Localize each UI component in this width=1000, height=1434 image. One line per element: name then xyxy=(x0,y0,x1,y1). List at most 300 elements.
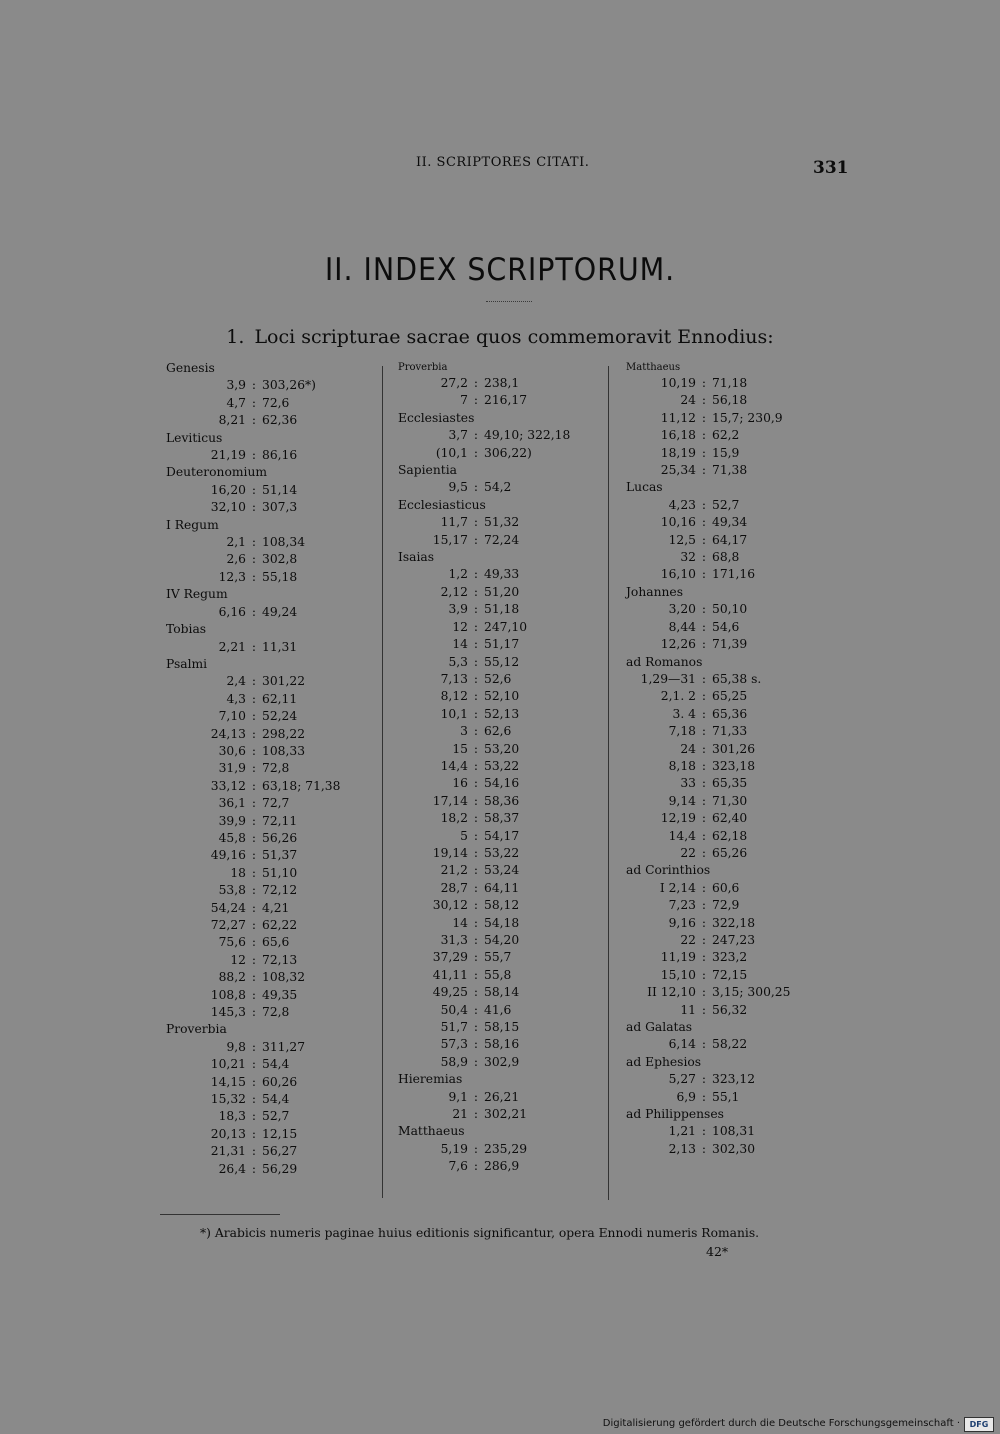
separator: : xyxy=(251,796,257,811)
scripture-reference: 14 xyxy=(452,637,468,652)
separator: : xyxy=(251,848,257,863)
separator: : xyxy=(701,706,707,721)
separator: : xyxy=(473,1054,479,1069)
index-entry xyxy=(160,1074,375,1091)
page-line-reference: 65,38 s. xyxy=(712,671,762,686)
scripture-reference: 2,1. 2 xyxy=(660,689,696,704)
page-line-reference: 62,2 xyxy=(712,428,740,443)
index-entry xyxy=(616,741,836,758)
index-entry xyxy=(616,549,836,566)
index-entry xyxy=(616,1002,836,1019)
page-line-reference: 52,10 xyxy=(484,689,520,704)
index-entry xyxy=(388,967,603,984)
section-title: Loci scripturae sacrae quos commemoravit Ennodius: xyxy=(254,326,774,348)
book-heading: Tobias xyxy=(166,622,207,637)
page-line-reference: 41,6 xyxy=(484,1002,512,1017)
page-line-reference: 51,10 xyxy=(262,865,298,880)
page-line-reference: 11,31 xyxy=(262,639,298,654)
page-line-reference: 58,36 xyxy=(484,793,520,808)
separator: : xyxy=(473,915,479,930)
book-heading: Sapientia xyxy=(398,463,457,478)
column-divider xyxy=(382,366,383,1198)
page-line-reference: 54,6 xyxy=(712,619,740,634)
scripture-reference: 32 xyxy=(680,550,696,565)
scripture-reference: 2,6 xyxy=(226,552,246,567)
index-entry xyxy=(616,636,836,653)
page-line-reference: 216,17 xyxy=(484,393,528,408)
index-entry xyxy=(160,447,375,464)
page-line-reference: 53,22 xyxy=(484,758,520,773)
page-line-reference: 53,22 xyxy=(484,845,520,860)
page-line-reference: 60,26 xyxy=(262,1074,298,1089)
separator: : xyxy=(251,1092,257,1107)
separator: : xyxy=(251,1005,257,1020)
index-entry xyxy=(388,1036,603,1053)
page-line-reference: 108,34 xyxy=(262,535,306,550)
separator: : xyxy=(701,550,707,565)
page-line-reference: 108,31 xyxy=(712,1124,756,1139)
scripture-reference: 12,26 xyxy=(660,637,696,652)
index-entry xyxy=(388,880,603,897)
page-line-reference: 52,24 xyxy=(262,709,298,724)
index-entry xyxy=(616,845,836,862)
page-line-reference: 51,32 xyxy=(484,515,520,530)
separator: : xyxy=(473,811,479,826)
dfg-logo: DFG xyxy=(964,1417,994,1432)
separator: : xyxy=(701,376,707,390)
page-line-reference: 323,2 xyxy=(712,950,748,965)
index-entry xyxy=(616,810,836,827)
index-entry xyxy=(388,775,603,792)
separator: : xyxy=(473,776,479,791)
page-line-reference: 71,39 xyxy=(712,637,748,652)
separator: : xyxy=(701,915,707,930)
index-entry xyxy=(160,395,375,412)
page-line-reference: 71,38 xyxy=(712,463,748,478)
separator: : xyxy=(251,970,257,985)
book-heading: Proverbia xyxy=(166,1022,227,1037)
index-entry xyxy=(160,604,375,621)
section-heading xyxy=(0,326,1000,348)
separator: : xyxy=(473,845,479,860)
index-entry xyxy=(616,410,836,427)
scripture-reference: 10,1 xyxy=(440,706,468,721)
separator: : xyxy=(251,709,257,724)
index-entry xyxy=(616,897,836,914)
page-line-reference: 301,26 xyxy=(712,741,756,756)
page-line-reference: 12,15 xyxy=(262,1126,298,1141)
index-entry xyxy=(160,743,375,760)
separator: : xyxy=(473,567,479,582)
index-entry xyxy=(388,636,603,653)
digitization-credit: Digitalisierung gefördert durch die Deutsche Forschungsgemeinschaft · xyxy=(602,1418,960,1429)
index-entry xyxy=(160,934,375,951)
index-entry xyxy=(388,654,603,671)
page-line-reference: 55,1 xyxy=(712,1089,740,1104)
scripture-reference: 16,20 xyxy=(210,482,246,497)
scripture-reference: 10,19 xyxy=(660,376,696,390)
page-line-reference: 55,18 xyxy=(262,569,298,584)
page-line-reference: 52,7 xyxy=(262,1109,290,1124)
scripture-reference: 21,31 xyxy=(210,1144,246,1159)
scripture-reference: 7,18 xyxy=(668,724,696,739)
index-entry xyxy=(388,619,603,636)
separator: : xyxy=(473,445,479,460)
page-line-reference: 54,4 xyxy=(262,1057,290,1072)
scripture-reference: 16 xyxy=(452,776,468,791)
index-entry xyxy=(388,723,603,740)
separator: : xyxy=(701,1124,707,1139)
index-entry xyxy=(388,897,603,914)
page-line-reference: 3,15; 300,25 xyxy=(712,985,791,1000)
separator: : xyxy=(473,637,479,652)
separator: : xyxy=(251,935,257,950)
scripture-reference: I 2,14 xyxy=(659,880,696,895)
index-entry xyxy=(388,932,603,949)
index-entry xyxy=(160,482,375,499)
index-entry xyxy=(388,1054,603,1071)
section-number: 1. xyxy=(226,326,245,348)
separator: : xyxy=(251,743,257,758)
page-line-reference: 302,30 xyxy=(712,1141,756,1156)
scripture-reference: 108,8 xyxy=(210,987,246,1002)
index-entry xyxy=(616,392,836,409)
scripture-reference: 58,9 xyxy=(440,1054,468,1069)
separator: : xyxy=(473,532,479,547)
book-heading: Matthaeus xyxy=(626,362,681,373)
scripture-reference: 37,29 xyxy=(432,950,468,965)
scripture-reference: 1,2 xyxy=(448,567,468,582)
index-entry xyxy=(616,758,836,775)
separator: : xyxy=(701,724,707,739)
scripture-reference: 6,16 xyxy=(218,604,246,619)
page-line-reference: 298,22 xyxy=(262,726,306,741)
separator: : xyxy=(473,671,479,686)
page-line-reference: 247,23 xyxy=(712,933,756,947)
page-line-reference: 49,34 xyxy=(712,515,748,530)
separator: : xyxy=(701,845,707,860)
index-entry xyxy=(160,969,375,986)
page-line-reference: 55,12 xyxy=(484,654,520,669)
page-line-reference: 302,9 xyxy=(484,1054,520,1069)
page-title: II. INDEX SCRIPTORUM. xyxy=(324,252,676,288)
page-line-reference: 55,8 xyxy=(484,967,512,982)
scripture-reference: 22 xyxy=(680,845,696,860)
scripture-reference: 30,6 xyxy=(218,743,246,758)
index-entry xyxy=(616,828,836,845)
page-line-reference: 302,8 xyxy=(262,552,298,567)
separator: : xyxy=(251,691,257,706)
separator: : xyxy=(701,950,707,965)
index-entry xyxy=(388,445,603,462)
scripture-reference: 22 xyxy=(680,933,696,947)
footnote: *) Arabicis numeris paginae huius editionis significantur, opera Ennodi numeris Romanis. xyxy=(200,1226,760,1240)
index-entry xyxy=(616,915,836,932)
separator: : xyxy=(701,741,707,756)
separator: : xyxy=(473,654,479,669)
separator: : xyxy=(251,1039,257,1054)
scripture-reference: 30,12 xyxy=(432,898,468,913)
scripture-reference: 14,15 xyxy=(210,1074,246,1089)
scripture-reference: 31,3 xyxy=(440,933,468,947)
page-line-reference: 49,35 xyxy=(262,987,298,1002)
book-heading: Genesis xyxy=(166,361,215,375)
index-entry xyxy=(160,1161,375,1178)
scripture-reference: 9,16 xyxy=(668,915,696,930)
index-entry xyxy=(388,828,603,845)
separator: : xyxy=(701,985,707,1000)
index-entry xyxy=(616,514,836,531)
separator: : xyxy=(701,410,707,425)
separator: : xyxy=(473,985,479,1000)
page-line-reference: 4,21 xyxy=(262,900,290,915)
index-entry xyxy=(616,688,836,705)
scripture-reference: 41,11 xyxy=(432,967,468,982)
scripture-reference: 5,3 xyxy=(448,654,468,669)
scripture-reference: 24 xyxy=(680,741,696,756)
separator: : xyxy=(251,500,257,515)
page-line-reference: 56,18 xyxy=(712,393,748,408)
separator: : xyxy=(473,1002,479,1017)
index-entry xyxy=(388,793,603,810)
separator: : xyxy=(473,619,479,634)
page-line-reference: 62,40 xyxy=(712,811,748,826)
page-line-reference: 286,9 xyxy=(484,1159,520,1174)
page-line-reference: 65,6 xyxy=(262,935,290,950)
separator: : xyxy=(701,689,707,704)
scripture-reference: 3. 4 xyxy=(672,706,696,721)
index-entry xyxy=(388,810,603,827)
page-line-reference: 322,18 xyxy=(712,915,756,930)
page-line-reference: 247,10 xyxy=(484,619,528,634)
separator: : xyxy=(473,689,479,704)
page-line-reference: 72,9 xyxy=(712,898,740,913)
book-heading: Lucas xyxy=(626,480,663,495)
page-line-reference: 51,18 xyxy=(484,602,520,617)
page-line-reference: 56,32 xyxy=(712,1002,748,1017)
page-line-reference: 65,36 xyxy=(712,706,748,721)
separator: : xyxy=(473,515,479,530)
separator: : xyxy=(473,1020,479,1035)
scripture-reference: 11,7 xyxy=(440,515,468,530)
scripture-reference: 1,21 xyxy=(668,1124,696,1139)
separator: : xyxy=(473,724,479,739)
separator: : xyxy=(701,811,707,826)
separator: : xyxy=(251,552,257,567)
scripture-reference: 12 xyxy=(230,952,246,967)
scripture-reference: 8,18 xyxy=(668,758,696,773)
scripture-reference: 10,21 xyxy=(210,1057,246,1072)
scripture-reference: 72,27 xyxy=(210,918,246,932)
scripture-reference: 49,16 xyxy=(210,848,246,863)
separator: : xyxy=(473,706,479,721)
separator: : xyxy=(251,761,257,776)
book-heading: Matthaeus xyxy=(398,1124,465,1139)
running-head: II. SCRIPTORES CITATI. xyxy=(416,155,590,170)
separator: : xyxy=(251,395,257,410)
page-line-reference: 71,18 xyxy=(712,376,748,390)
index-entry xyxy=(160,865,375,882)
scripture-reference: 3,20 xyxy=(668,602,696,617)
separator: : xyxy=(701,758,707,773)
book-heading: ad Philippenses xyxy=(626,1107,724,1122)
index-entry xyxy=(160,551,375,568)
separator: : xyxy=(251,604,257,619)
scripture-reference: 3 xyxy=(460,724,468,739)
separator: : xyxy=(473,863,479,878)
scripture-reference: 9,5 xyxy=(448,480,468,495)
scripture-reference: 18,19 xyxy=(660,445,696,460)
separator: : xyxy=(473,480,479,495)
book-heading: ad Corinthios xyxy=(626,863,711,878)
scripture-reference: 8,21 xyxy=(218,413,246,428)
index-column-2 xyxy=(388,360,603,1176)
page-line-reference: 235,29 xyxy=(484,1141,528,1156)
index-entry xyxy=(160,499,375,516)
index-entry xyxy=(616,1141,836,1158)
separator: : xyxy=(473,584,479,599)
scripture-reference: 15,32 xyxy=(210,1092,246,1107)
page-line-reference: 54,16 xyxy=(484,776,520,791)
index-entry xyxy=(616,1036,836,1053)
separator: : xyxy=(701,515,707,530)
separator: : xyxy=(473,741,479,756)
separator: : xyxy=(473,1141,479,1156)
scripture-reference: 16,10 xyxy=(660,567,696,582)
separator: : xyxy=(701,1089,707,1104)
separator: : xyxy=(251,674,257,689)
scripture-reference: 12,19 xyxy=(660,811,696,826)
index-entry xyxy=(616,671,836,688)
scripture-reference: 21 xyxy=(452,1107,468,1122)
page-line-reference: 86,16 xyxy=(262,448,298,463)
separator: : xyxy=(701,933,707,947)
separator: : xyxy=(251,883,257,898)
scripture-reference: 7,13 xyxy=(440,671,468,686)
scripture-reference: 8,44 xyxy=(668,619,696,634)
separator: : xyxy=(701,619,707,634)
separator: : xyxy=(473,1107,479,1122)
index-entry xyxy=(388,584,603,601)
page-line-reference: 15,7; 230,9 xyxy=(712,410,783,425)
page-line-reference: 108,33 xyxy=(262,743,306,758)
scripture-reference: 21,19 xyxy=(210,448,246,463)
page-line-reference: 54,4 xyxy=(262,1092,290,1107)
book-heading: Johannes xyxy=(626,584,684,599)
scripture-reference: 2,1 xyxy=(226,535,246,550)
page-line-reference: 72,11 xyxy=(262,813,298,828)
scripture-reference: 31,9 xyxy=(218,761,246,776)
scripture-reference: 14,4 xyxy=(668,828,696,843)
index-entry xyxy=(160,569,375,586)
separator: : xyxy=(701,497,707,512)
scripture-reference: 28,7 xyxy=(440,880,468,895)
page-line-reference: 62,6 xyxy=(484,724,512,739)
page-line-reference: 307,3 xyxy=(262,500,298,515)
page-line-reference: 64,11 xyxy=(484,880,520,895)
index-entry xyxy=(160,673,375,690)
separator: : xyxy=(701,1002,707,1017)
separator: : xyxy=(251,1144,257,1159)
page-line-reference: 63,18; 71,38 xyxy=(262,778,341,793)
scripture-reference: 16,18 xyxy=(660,428,696,443)
scripture-reference: 11,12 xyxy=(660,410,696,425)
index-entry xyxy=(160,691,375,708)
separator: : xyxy=(251,413,257,428)
index-entry xyxy=(388,479,603,496)
scripture-reference: 26,4 xyxy=(218,1161,246,1176)
index-entry xyxy=(388,392,603,409)
scripture-reference: 24 xyxy=(680,393,696,408)
index-entry xyxy=(616,601,836,618)
index-entry xyxy=(388,427,603,444)
page-line-reference: 72,15 xyxy=(712,967,748,982)
footnote-rule xyxy=(160,1214,280,1215)
scripture-reference: 12 xyxy=(452,619,468,634)
scripture-reference: 8,12 xyxy=(440,689,468,704)
index-entry xyxy=(616,532,836,549)
separator: : xyxy=(701,463,707,478)
scripture-reference: 7,10 xyxy=(218,709,246,724)
page-line-reference: 301,22 xyxy=(262,674,306,689)
page-line-reference: 58,37 xyxy=(484,811,520,826)
page-line-reference: 49,33 xyxy=(484,567,520,582)
page-line-reference: 26,21 xyxy=(484,1089,520,1104)
separator: : xyxy=(701,1072,707,1087)
scripture-reference: 2,12 xyxy=(440,584,468,599)
scripture-reference: 5,19 xyxy=(440,1141,468,1156)
index-entry xyxy=(616,497,836,514)
separator: : xyxy=(251,482,257,497)
book-heading: ad Galatas xyxy=(626,1020,693,1035)
index-entry xyxy=(160,639,375,656)
scripture-reference: 2,4 xyxy=(226,674,246,689)
scripture-reference: 4,7 xyxy=(226,395,246,410)
page-line-reference: 323,18 xyxy=(712,758,756,773)
page-line-reference: 108,32 xyxy=(262,970,306,985)
separator: : xyxy=(251,778,257,793)
index-entry xyxy=(616,1071,836,1088)
separator: : xyxy=(473,898,479,913)
page-line-reference: 62,11 xyxy=(262,691,298,706)
separator: : xyxy=(473,950,479,965)
scripture-reference: 12,3 xyxy=(218,569,246,584)
scripture-reference: 18,3 xyxy=(218,1109,246,1124)
page-line-reference: 72,13 xyxy=(262,952,298,967)
book-heading: Psalmi xyxy=(166,656,208,671)
page-line-reference: 55,7 xyxy=(484,950,512,965)
separator: : xyxy=(473,376,479,390)
signature-mark: 42* xyxy=(706,1244,729,1259)
scripture-reference: 15,10 xyxy=(660,967,696,982)
scripture-reference: 3,9 xyxy=(448,602,468,617)
separator: : xyxy=(701,898,707,913)
page-line-reference: 62,18 xyxy=(712,828,748,843)
scripture-reference: 6,14 xyxy=(668,1037,696,1052)
separator: : xyxy=(251,569,257,584)
page-line-reference: 72,24 xyxy=(484,532,520,547)
index-entry xyxy=(388,1019,603,1036)
page-line-reference: 58,12 xyxy=(484,898,520,913)
index-entry xyxy=(388,862,603,879)
index-entry xyxy=(160,1143,375,1160)
page-line-reference: 58,16 xyxy=(484,1037,520,1052)
page-line-reference: 302,21 xyxy=(484,1107,528,1122)
scripture-reference: 7 xyxy=(460,393,468,408)
index-entry xyxy=(388,706,603,723)
index-entry xyxy=(388,1089,603,1106)
separator: : xyxy=(251,535,257,550)
